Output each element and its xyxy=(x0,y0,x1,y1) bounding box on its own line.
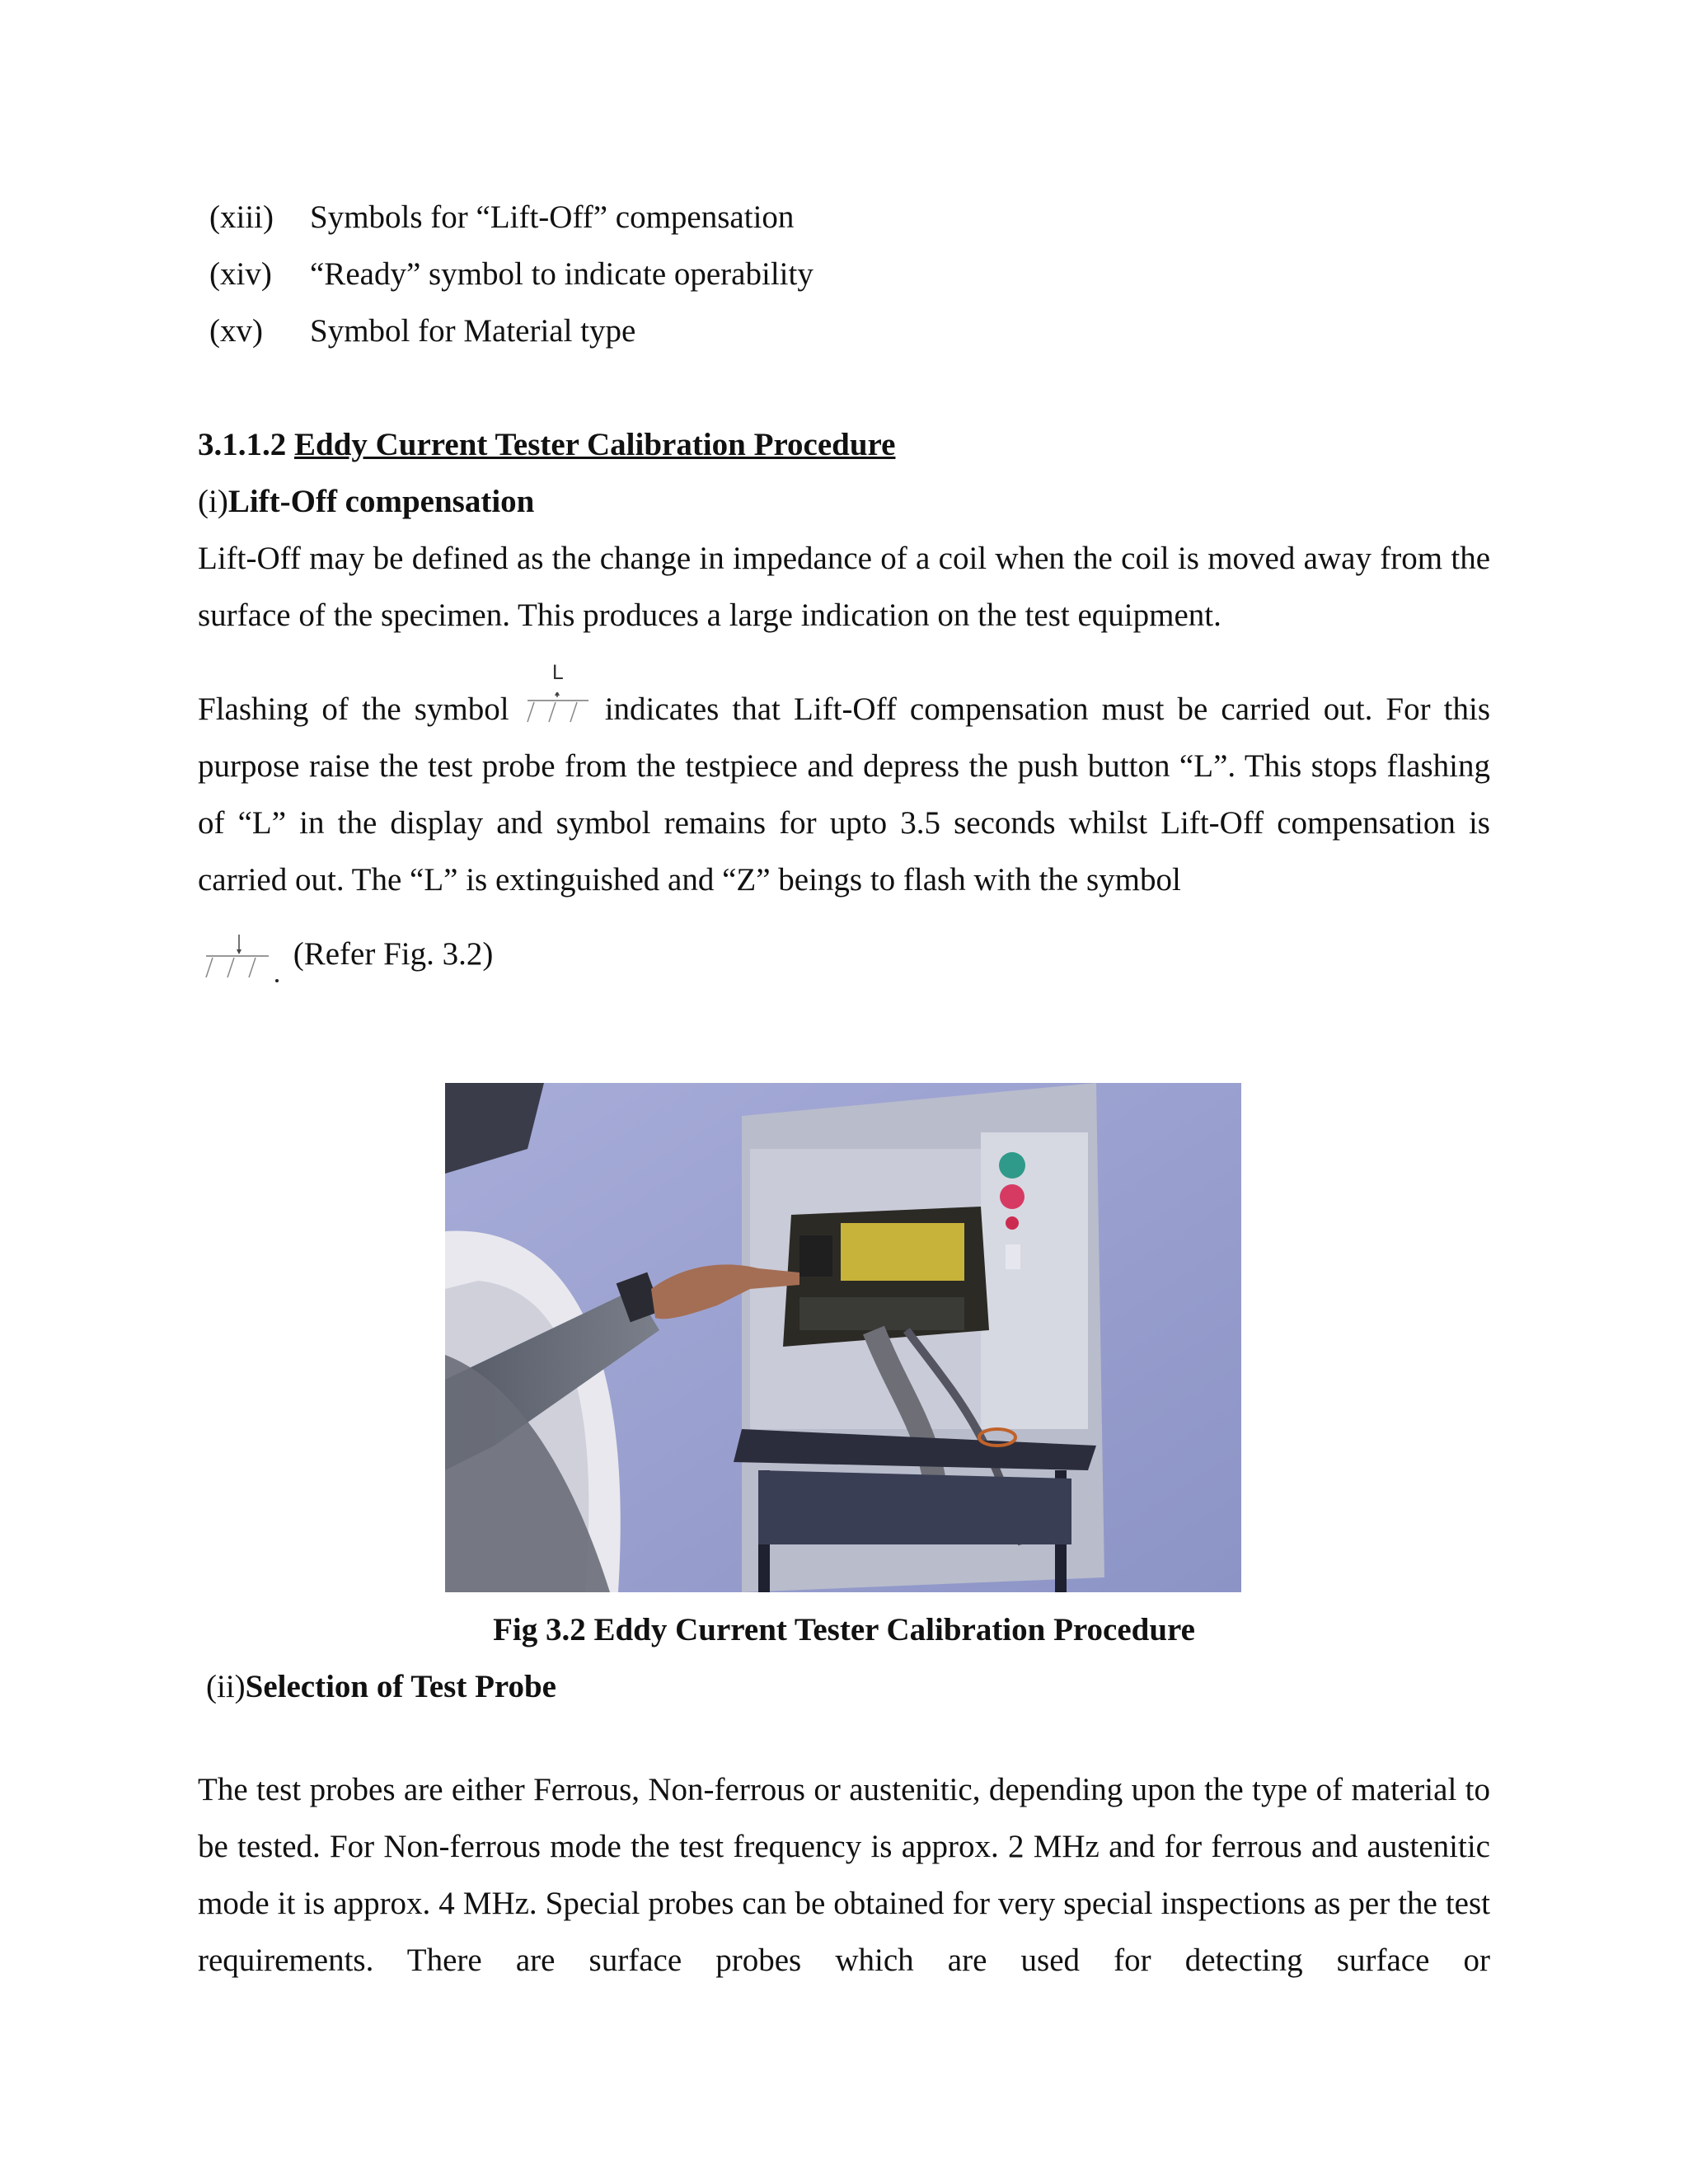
section-title: Eddy Current Tester Calibration Procedure xyxy=(294,427,896,462)
subsection-heading-test-probe xyxy=(206,1667,556,1707)
refer-figure-text: (Refer Fig. 3.2) xyxy=(293,936,494,972)
paragraph-text-before-symbol: Flashing of the symbol xyxy=(198,691,509,727)
paragraph-lift-off-definition: Lift-Off may be defined as the change in impedance of a coil when the coil is moved away from the surface of the specimen. This produces a large indication on the test equipment. xyxy=(198,541,1490,633)
subsection-heading-lift-off xyxy=(198,482,534,522)
eddy-current-tester-photo xyxy=(445,1083,1241,1592)
list-text: Symbols for “Lift-Off” compensation xyxy=(310,199,795,235)
subsection-title: Selection of Test Probe xyxy=(245,1669,556,1704)
refer-line xyxy=(198,935,1490,984)
paragraph-test-probes: The test probes are either Ferrous, Non-ferrous or austenitic, depending upon the type of material to be tested. For Non-ferrous mode the test frequency is approx. 2 MHz and for ferrous and austenitic mode it is approx. 4 MHz. Special probes can be obtained for very special inspections as per the test requirements. There are surface probes which are used for detecting surface or xyxy=(198,1772,1490,1978)
list-item xyxy=(209,255,814,294)
paragraph-text-after-symbol: indicates that Lift-Off compensation must be carried out. For this purpose raise the test probe from the testpiece and depress the push button “L”. This stops flashing of “L” in the display and symbol remains for upto 3.5 seconds whilst Lift-Off compensation is carried out. The “L” is extinguished and “Z” beings to flash with the symbol xyxy=(198,691,1491,898)
list-text: Symbol for Material type xyxy=(310,313,636,349)
list-number: (xiii) xyxy=(209,199,274,235)
section-heading xyxy=(198,425,895,465)
lift-off-symbol-icon xyxy=(523,661,592,732)
figure-caption: Fig 3.2 Eddy Current Tester Calibration Procedure xyxy=(493,1612,1195,1647)
list-number: (xv) xyxy=(209,313,263,349)
z-compensation-symbol-icon xyxy=(198,935,285,984)
paragraph-lift-off-procedure xyxy=(198,661,1491,908)
list-number: (xiv) xyxy=(209,256,272,292)
section-number: 3.1.1.2 xyxy=(198,427,287,462)
lift-off-symbol-label: L xyxy=(551,661,564,685)
subsection-prefix: (ii) xyxy=(206,1669,246,1704)
list-item xyxy=(209,198,794,237)
subsection-title: Lift-Off compensation xyxy=(227,484,535,519)
subsection-prefix: (i) xyxy=(198,484,228,519)
list-text: “Ready” symbol to indicate operability xyxy=(310,256,814,292)
list-item xyxy=(209,312,635,351)
